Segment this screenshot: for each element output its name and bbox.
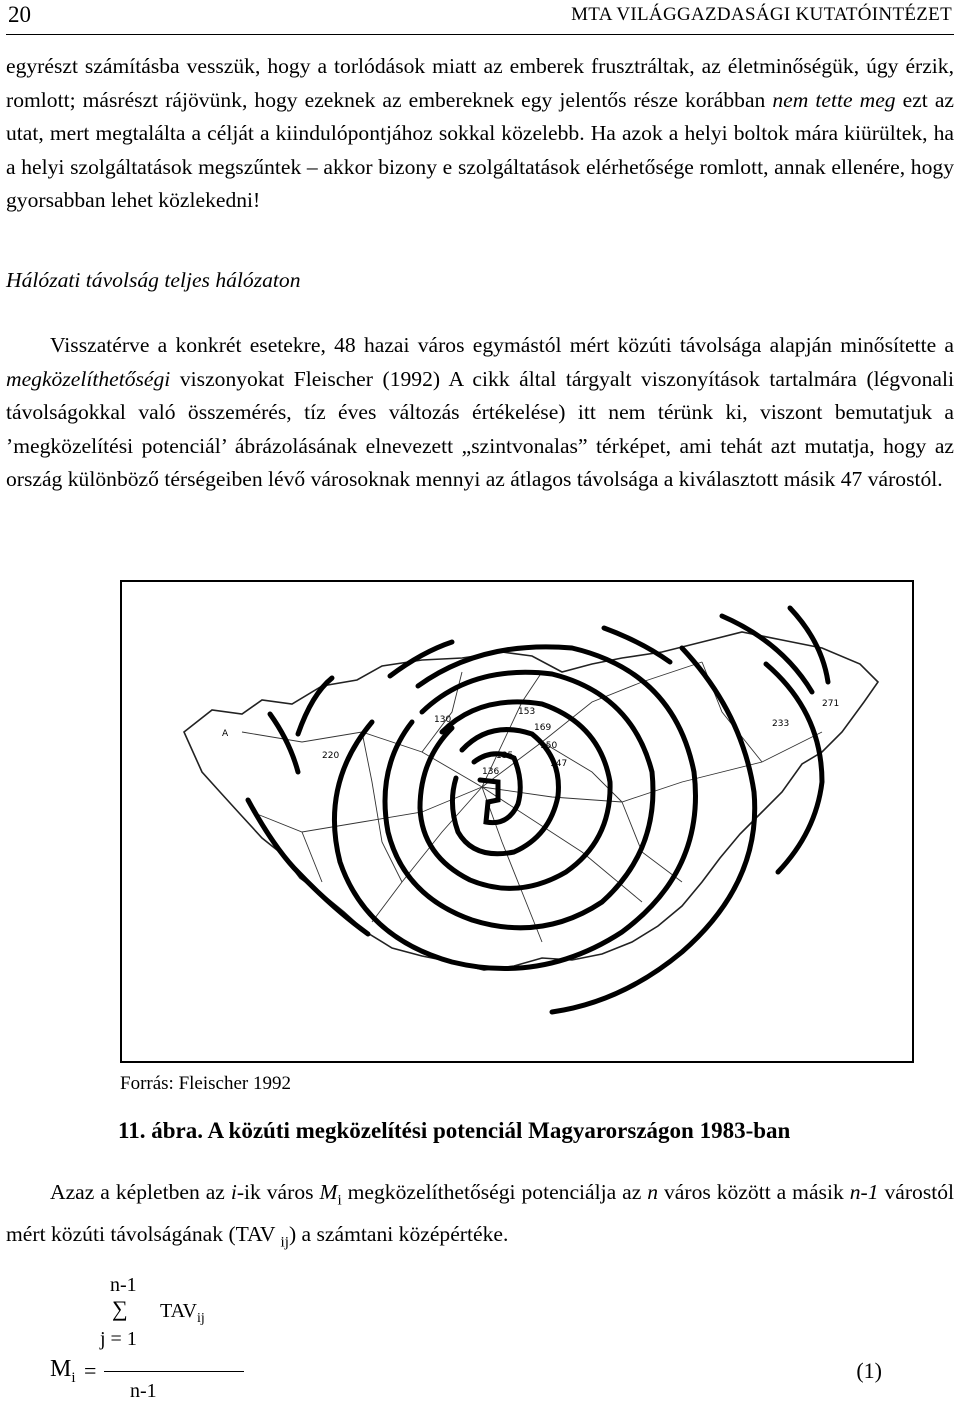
equation-number: (1) [856, 1358, 882, 1383]
sigma-symbol: ∑ [112, 1296, 128, 1321]
paragraph-2: Visszatérve a konkrét esetekre, 48 hazai város egymástól mért közúti távolsága alapján minősítette a megközelíthetőségi viszonyokat Fleischer (1992) A cikk által tárgyalt viszonyítások tartalmára (légvonali távolságokkal való összemérés, tíz éves változás értékelése) itt nem térünk ki, viszont bemutatjuk a ’megközelítési potenciál’ ábrázolásának elnevezett „szintvonalas” térképet, ami tehát azt mutatja, hogy az ország különböző térségeiben lévő városoknak mennyi az átlagos távolsága a kiválasztott másik 47 várostól. [6, 333, 954, 491]
map-label: 153 [518, 707, 536, 717]
formula-equals: = [84, 1358, 97, 1383]
map-label: 220 [322, 751, 340, 761]
map-label: 169 [534, 723, 552, 733]
formula-denominator: n-1 [130, 1380, 157, 1402]
sum-lower-limit: j = 1 [100, 1328, 137, 1350]
fraction-line [104, 1371, 244, 1372]
contour-lines [248, 608, 828, 1012]
emphasis: megközelíthetőségi [6, 366, 171, 391]
map-label: 136 [482, 767, 500, 777]
section-heading: Hálózati távolság teljes hálózaton [6, 268, 301, 292]
contour-map-figure [120, 580, 914, 1063]
map-label: 130 [434, 715, 452, 725]
map-label: 271 [822, 699, 840, 709]
emphasis: nem tette meg [772, 87, 896, 112]
sum-upper-limit: n-1 [110, 1274, 137, 1296]
hungary-contour-map [122, 582, 912, 1061]
page-number: 20 [8, 2, 31, 27]
formula-lhs: $M_i$ [50, 1356, 76, 1386]
map-label: 233 [772, 719, 790, 729]
formula-tav: $TAV_{ij}$ [160, 1300, 205, 1326]
paragraph-1: egyrészt számításba vesszük, hogy a torlódások miatt az emberek frusztráltak, az életminőségük, úgy érzik, romlott; másrészt rájövünk, hogy ezeknek az embereknek egy jelentős része korábban nem tette meg ezt az utat, mert megtalálta a célját a kiindulópontjához sokkal közelebb. Ha azok a helyi boltok mára kiürültek, ha a helyi szolgáltatások megszűntek – akkor bizony e szolgáltatások elérhetősége romlott, annak ellenére, hogy gyorsabban lehet közlekedni! [6, 54, 954, 212]
map-label: A [222, 729, 229, 739]
figure-source: Forrás: Fleischer 1992 [120, 1073, 291, 1094]
country-outline [184, 632, 878, 970]
map-label: 147 [550, 759, 568, 769]
map-label: 150 [540, 741, 558, 751]
figure-caption: 11. ábra. A közúti megközelítési potenciál Magyarországon 1983-ban [118, 1118, 791, 1143]
paragraph-3: Azaz a képletben az i-ik város $M_i$ megközelíthetőségi potenciálja az n város között a másik n-1 várostól mért közúti távolságának (TAV $_{ij}$) a számtani középértéke. [6, 1180, 955, 1251]
page-header [6, 0, 954, 35]
running-title: MTA VILÁGGAZDASÁGI KUTATÓINTÉZET [571, 4, 952, 25]
map-label: 135 [496, 751, 514, 761]
formula-1 [0, 1270, 960, 1404]
